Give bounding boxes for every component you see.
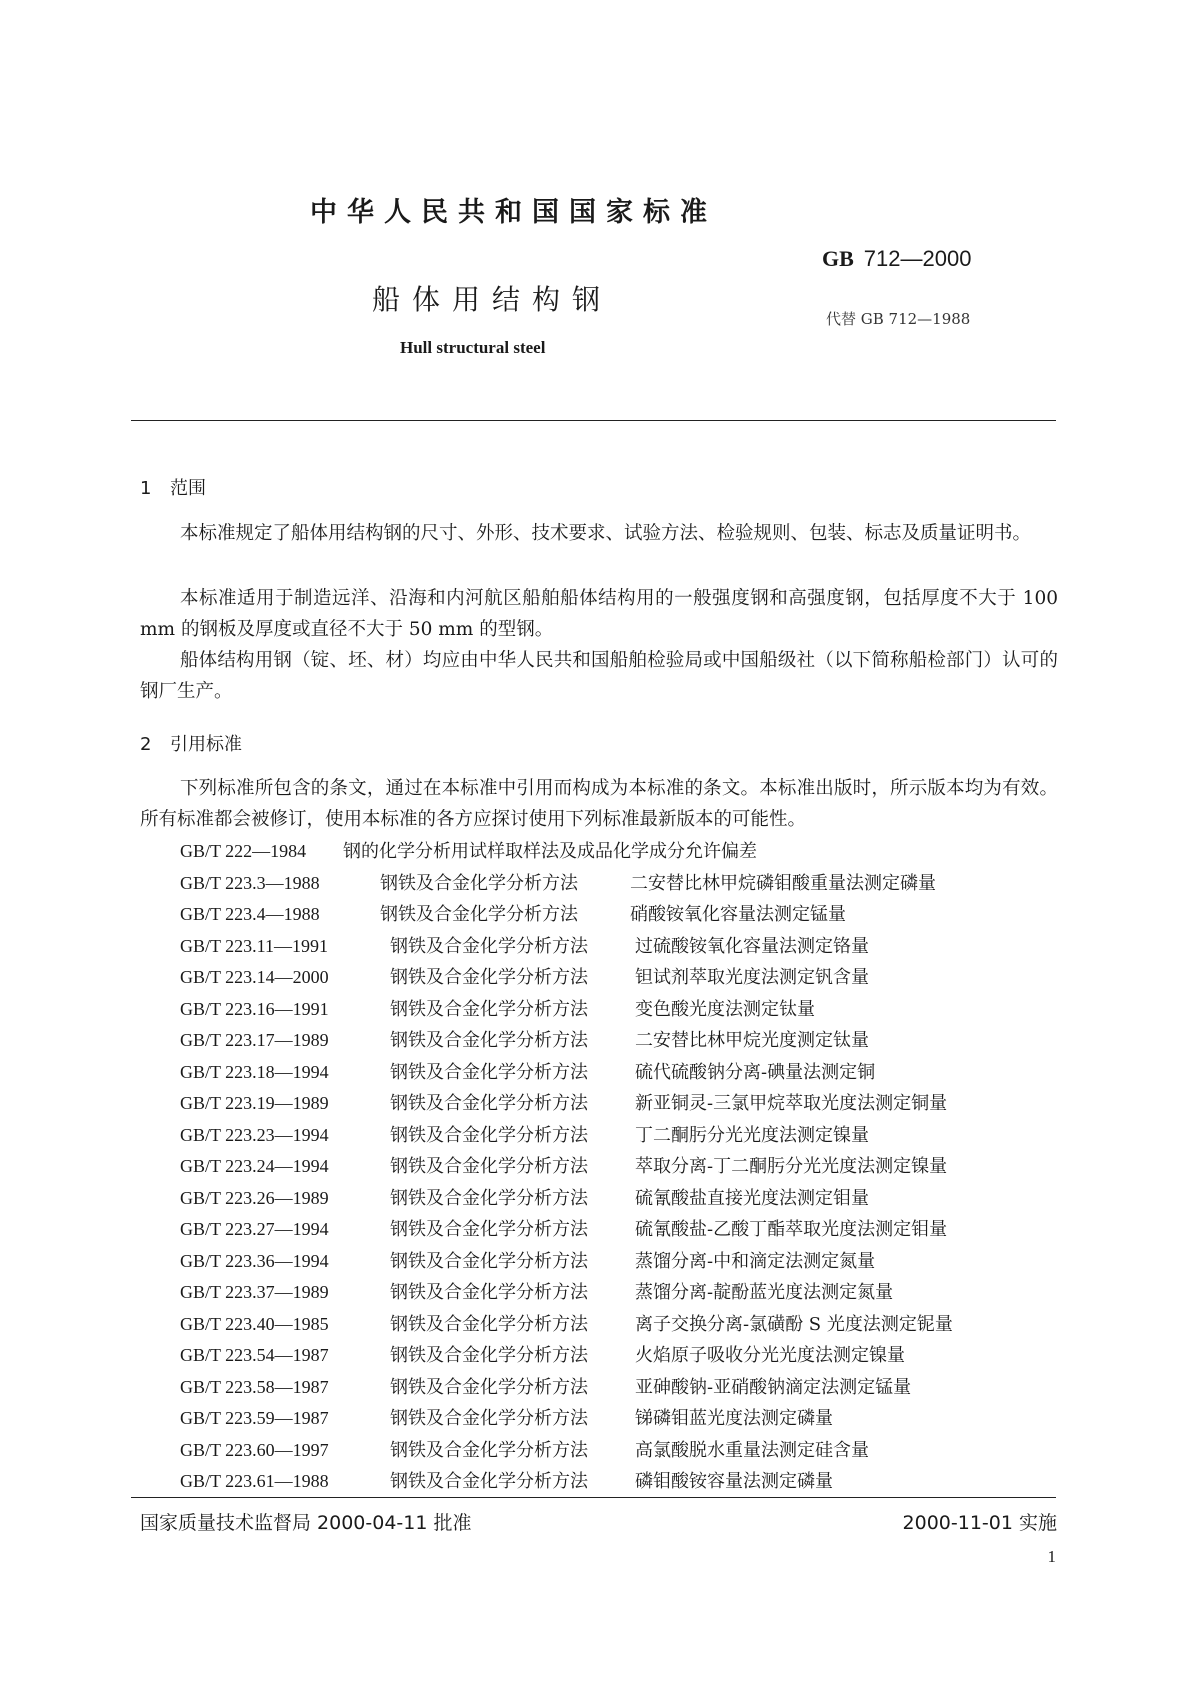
reference-method: 高氯酸脱水重量法测定硅含量 (635, 1439, 869, 1461)
reference-method: 蒸馏分离-中和滴定法测定氮量 (635, 1250, 876, 1272)
reference-item (180, 1057, 876, 1089)
section-1-paragraph-3: 船体结构用钢（锭、坯、材）均应由中华人民共和国船舶检验局或中国船级社（以下简称船检部门）认可的钢厂生产。 (140, 650, 1058, 702)
reference-item (180, 1435, 869, 1467)
reference-title: 钢铁及合金化学分析方法 (390, 1471, 588, 1492)
reference-item (180, 836, 757, 868)
reference-code: GB/T 223.54—1987 (180, 1345, 329, 1365)
reference-code: GB/T 223.24—1994 (180, 1156, 329, 1176)
reference-method: 硝酸铵氧化容量法测定锰量 (630, 904, 846, 925)
reference-method: 丁二酮肟分光光度法测定镍量 (635, 1124, 869, 1146)
reference-title: 钢的化学分析用试样取样法及成品化学成分允许偏差 (343, 841, 757, 862)
reference-method: 二安替比林甲烷磷钼酸重量法测定磷量 (630, 872, 936, 894)
section-2-heading (140, 730, 242, 756)
reference-code: GB/T 223.11—1991 (180, 935, 329, 956)
effective-date: 2000-11-01 实施 (902, 1512, 1057, 1534)
reference-method: 火焰原子吸收分光光度法测定镍量 (635, 1345, 905, 1366)
reference-method: 二安替比林甲烷光度测定钛量 (635, 1030, 869, 1051)
standard-number (822, 246, 971, 272)
reference-item (180, 1403, 833, 1435)
document-title: 船体用结构钢 (372, 283, 613, 316)
reference-code: GB/T 223.23—1994 (180, 1124, 329, 1145)
page-number: 1 (1047, 1547, 1056, 1566)
reference-method: 蒸馏分离-靛酚蓝光度法测定氮量 (635, 1282, 894, 1303)
reference-code: GB/T 223.27—1994 (180, 1219, 329, 1239)
reference-item (180, 962, 869, 994)
reference-item (180, 899, 846, 931)
reference-item (180, 1340, 905, 1372)
reference-method: 新亚铜灵-三氯甲烷萃取光度法测定铜量 (635, 1093, 948, 1114)
reference-item (180, 994, 815, 1026)
reference-method: 硫代硫酸钠分离-碘量法测定铜 (635, 1061, 876, 1083)
reference-code: GB/T 223.60—1997 (180, 1439, 329, 1460)
section-1-paragraph-1: 本标准规定了船体用结构钢的尺寸、外形、技术要求、试验方法、检验规则、包装、标志及质量证明书。 (180, 523, 1032, 544)
reference-title: 钢铁及合金化学分析方法 (390, 1408, 588, 1429)
reference-method: 萃取分离-丁二酮肟分光光度法测定镍量 (635, 1156, 948, 1177)
reference-method: 钽试剂萃取光度法测定钒含量 (635, 967, 869, 988)
reference-title: 钢铁及合金化学分析方法 (380, 904, 578, 925)
reference-code: GB/T 223.40—1985 (180, 1313, 329, 1334)
header-divider (131, 420, 1056, 421)
reference-method: 离子交换分离-氯磺酚 S 光度法测定铌量 (635, 1313, 953, 1335)
reference-title: 钢铁及合金化学分析方法 (390, 1250, 588, 1272)
reference-code: GB/T 223.18—1994 (180, 1061, 329, 1082)
reference-method: 亚砷酸钠-亚硝酸钠滴定法测定锰量 (635, 1376, 912, 1398)
reference-title: 钢铁及合金化学分析方法 (390, 967, 588, 988)
reference-item (180, 1246, 876, 1278)
reference-item (180, 868, 936, 900)
reference-item (180, 1214, 948, 1246)
reference-title: 钢铁及合金化学分析方法 (390, 935, 588, 957)
reference-title: 钢铁及合金化学分析方法 (390, 1219, 588, 1240)
reference-item (180, 1120, 869, 1152)
reference-code: GB/T 222—1984 (180, 841, 307, 861)
section-2-title: 引用标准 (170, 734, 242, 755)
section-2-intro: 下列标准所包含的条文，通过在本标准中引用而构成为本标准的条文。本标准出版时，所示版本均为有效。所有标准都会被修订，使用本标准的各方应探讨使用下列标准最新版本的可能性。 (140, 778, 1058, 830)
reference-code: GB/T 223.59—1987 (180, 1408, 329, 1428)
reference-code: GB/T 223.17—1989 (180, 1030, 329, 1050)
document-title-english: Hull structural steel (400, 338, 546, 357)
approval-note: 国家质量技术监督局 2000-04-11 批准 (140, 1512, 472, 1534)
standard-prefix: GB (822, 246, 854, 271)
reference-code: GB/T 223.4—1988 (180, 904, 320, 924)
reference-list (180, 836, 953, 1498)
reference-method: 过硫酸铵氧化容量法测定铬量 (635, 935, 869, 957)
replaces-note: 代替 GB 712—1988 (826, 310, 971, 328)
reference-title: 钢铁及合金化学分析方法 (390, 1345, 588, 1366)
section-1-paragraph-2: 本标准适用于制造远洋、沿海和内河航区船舶船体结构用的一般强度钢和高强度钢，包括厚度不大于 100 mm 的钢板及厚度或直径不大于 50 mm 的型钢。 (140, 588, 1058, 640)
section-2-number: 2 (140, 734, 152, 755)
reference-item (180, 1151, 948, 1183)
reference-title: 钢铁及合金化学分析方法 (390, 1030, 588, 1051)
reference-code: GB/T 223.3—1988 (180, 872, 320, 893)
reference-title: 钢铁及合金化学分析方法 (390, 1124, 588, 1146)
reference-title: 钢铁及合金化学分析方法 (390, 1376, 588, 1398)
reference-method: 锑磷钼蓝光度法测定磷量 (635, 1408, 833, 1429)
reference-title: 钢铁及合金化学分析方法 (390, 1156, 588, 1177)
reference-item (180, 1088, 948, 1120)
reference-title: 钢铁及合金化学分析方法 (390, 1093, 588, 1114)
section-1-title: 范围 (170, 478, 206, 499)
reference-code: GB/T 223.14—2000 (180, 967, 329, 987)
reference-code: GB/T 223.19—1989 (180, 1093, 329, 1113)
reference-item (180, 1277, 894, 1309)
reference-item (180, 1372, 912, 1404)
reference-item (180, 1025, 869, 1057)
reference-item (180, 1183, 869, 1215)
reference-code: GB/T 223.58—1987 (180, 1376, 329, 1397)
section-1-number: 1 (140, 478, 152, 499)
section-1-heading (140, 474, 206, 500)
reference-code: GB/T 223.16—1991 (180, 998, 329, 1019)
reference-title: 钢铁及合金化学分析方法 (390, 998, 588, 1020)
reference-title: 钢铁及合金化学分析方法 (390, 1061, 588, 1083)
reference-code: GB/T 223.36—1994 (180, 1250, 329, 1271)
reference-item (180, 931, 869, 963)
reference-title: 钢铁及合金化学分析方法 (390, 1282, 588, 1303)
reference-item (180, 1466, 833, 1498)
reference-method: 硫氰酸盐直接光度法测定钼量 (635, 1187, 869, 1209)
reference-code: GB/T 223.37—1989 (180, 1282, 329, 1302)
reference-title: 钢铁及合金化学分析方法 (390, 1187, 588, 1209)
national-standard-header: 中华人民共和国国家标准 (310, 197, 717, 228)
reference-item (180, 1309, 953, 1341)
standard-code: 712—2000 (863, 246, 972, 271)
reference-title: 钢铁及合金化学分析方法 (390, 1439, 588, 1461)
reference-title: 钢铁及合金化学分析方法 (380, 872, 578, 894)
footer-divider (131, 1497, 1056, 1498)
reference-method: 变色酸光度法测定钛量 (635, 998, 815, 1020)
reference-code: GB/T 223.61—1988 (180, 1471, 329, 1491)
reference-title: 钢铁及合金化学分析方法 (390, 1313, 588, 1335)
reference-method: 磷钼酸铵容量法测定磷量 (635, 1471, 833, 1492)
reference-method: 硫氰酸盐-乙酸丁酯萃取光度法测定钼量 (635, 1219, 948, 1240)
reference-code: GB/T 223.26—1989 (180, 1187, 329, 1208)
